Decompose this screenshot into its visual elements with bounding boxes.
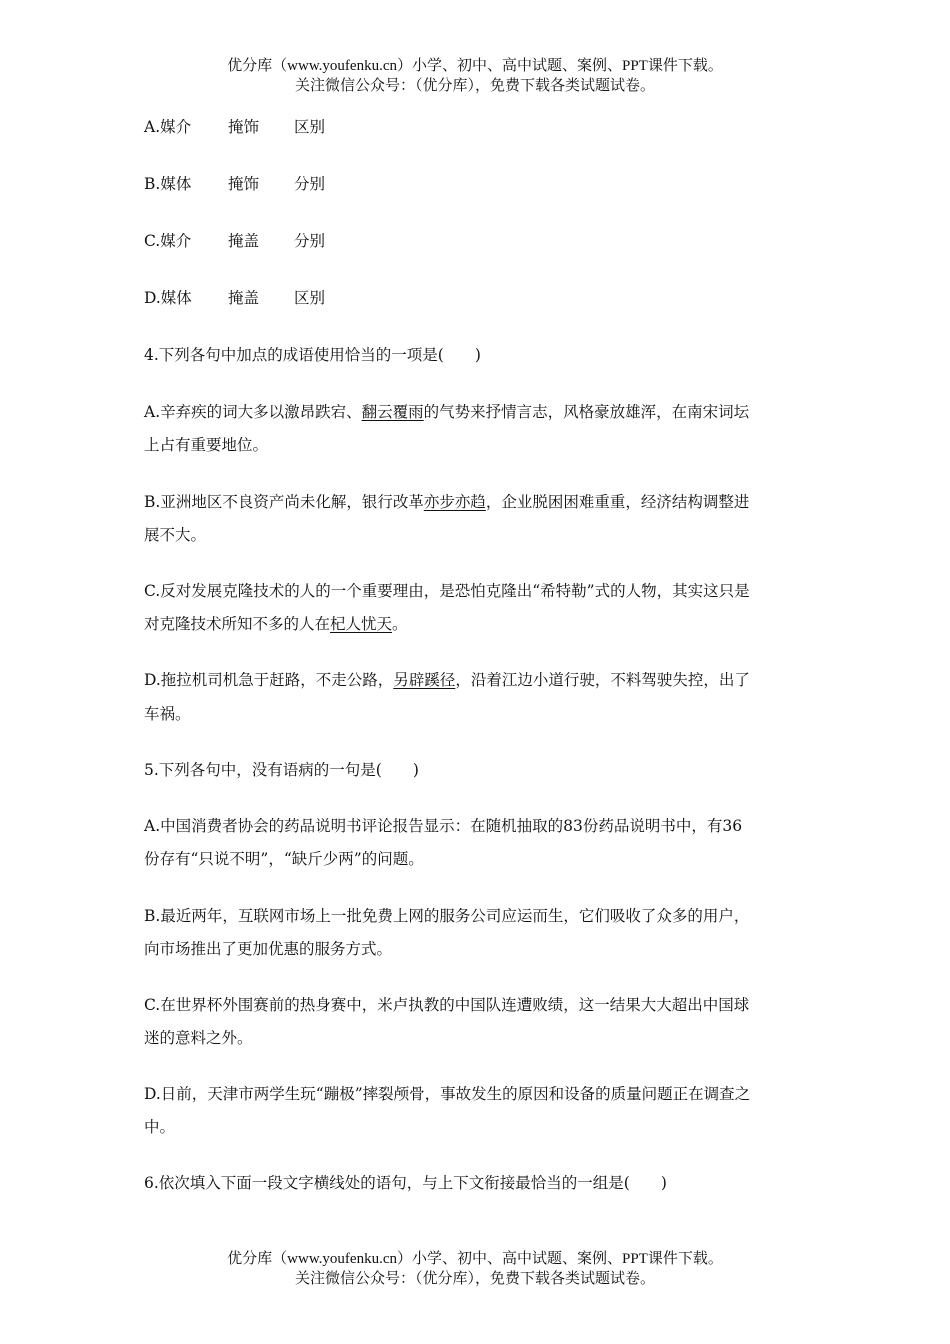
q5-option-c: C.在世界杯外围赛前的热身赛中，米卢执教的中国队连遭败绩，这一结果大大超出中国球 — [144, 996, 750, 1014]
q3-option-c: C.媒介 掩盖 分别 — [144, 232, 326, 250]
header-line-2: 关注微信公众号：（优分库），免费下载各类试题试卷。 — [294, 78, 655, 94]
footer-line-2: 关注微信公众号：（优分库），免费下载各类试题试卷。 — [294, 1271, 655, 1287]
header-line-1: 优分库（www.youfenku.cn）小学、初中、高中试题、案例、PPT课件下载。 — [227, 58, 723, 74]
page-header — [0, 56, 950, 96]
q5-option-b: B.最近两年，互联网市场上一批免费上网的服务公司应运而生，它们吸收了众多的用户， — [144, 907, 750, 925]
q4-d-idiom: 另辟蹊径 — [393, 671, 456, 689]
q6-stem: 6.依次填入下面一段文字横线处的语句，与上下文衔接最恰当的一组是( ) — [144, 1174, 667, 1192]
q5-stem: 5.下列各句中，没有语病的一句是( ) — [144, 761, 419, 779]
q4-option-b-cont: 展不大。 — [144, 526, 207, 544]
footer-line-1: 优分库（www.youfenku.cn）小学、初中、高中试题、案例、PPT课件下载。 — [227, 1251, 723, 1267]
q5-option-a: A.中国消费者协会的药品说明书评论报告显示：在随机抽取的83份药品说明书中，有36 — [144, 817, 743, 835]
q4-a-idiom: 翻云覆雨 — [361, 403, 424, 421]
q4-b-idiom: 亦步亦趋 — [423, 493, 486, 511]
q5-option-a-cont: 份存有“只说不明”，“缺斤少两”的问题。 — [144, 850, 424, 868]
q4-stem: 4.下列各句中加点的成语使用恰当的一项是( ) — [144, 346, 481, 364]
q4-option-a-cont: 上占有重要地位。 — [144, 436, 269, 454]
q4-c-idiom: 杞人忧天 — [330, 615, 393, 633]
q5-option-d-cont: 中。 — [144, 1118, 176, 1136]
q3-option-b: B.媒体 掩饰 分别 — [144, 175, 326, 193]
page-footer — [0, 1249, 950, 1289]
q5-option-b-cont: 向市场推出了更加优惠的服务方式。 — [144, 940, 393, 958]
q4-option-b: B.亚洲地区不良资产尚未化解，银行改革亦步亦趋，企业脱困困难重重，经济结构调整进 — [144, 493, 750, 511]
q3-option-a: A.媒介 掩饰 区别 — [144, 118, 326, 136]
q4-option-c: C.反对发展克隆技术的人的一个重要理由，是恐怕克隆出“希特勒”式的人物，其实这只是 — [144, 582, 750, 600]
q4-option-c-cont: 对克隆技术所知不多的人在杞人忧天。 — [144, 615, 408, 633]
q5-option-d: D.日前，天津市两学生玩“蹦极”摔裂颅骨，事故发生的原因和设备的质量问题正在调查之 — [144, 1085, 751, 1103]
q4-option-a: A.辛弃疾的词大多以激昂跌宕、翻云覆雨的气势来抒情言志，风格豪放雄浑，在南宋词坛 — [144, 403, 750, 421]
q5-option-c-cont: 迷的意料之外。 — [144, 1029, 253, 1047]
q4-option-d-cont: 车祸。 — [144, 705, 191, 723]
q4-option-d: D.拖拉机司机急于赶路，不走公路，另辟蹊径，沿着江边小道行驶，不料驾驶失控，出了 — [144, 671, 750, 689]
q3-option-d: D.媒体 掩盖 区别 — [144, 289, 326, 307]
